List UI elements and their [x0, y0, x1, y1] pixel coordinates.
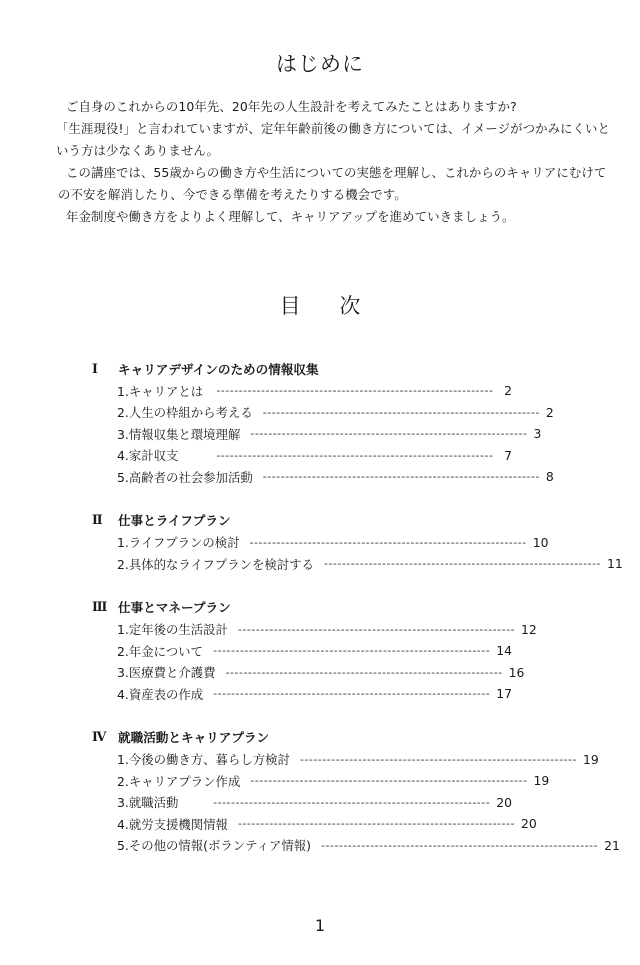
toc-entry[interactable] [92, 466, 554, 488]
toc-entry-label: 5.その他の情報(ボランティア情報) [117, 838, 311, 854]
section-title: 仕事とライフプラン [118, 513, 231, 528]
toc-entry-label: 2.人生の枠組から考える [117, 405, 253, 421]
toc-entry-page: 12 [521, 621, 537, 637]
toc-entry-label: 3.就職活動 [117, 795, 179, 811]
toc-entry-label: 1.今後の働き方、暮らし方検討 [117, 752, 290, 768]
page-title: はじめに [276, 52, 364, 76]
toc-section-1 [92, 356, 554, 488]
section-numeral: Ⅲ [92, 599, 108, 614]
toc-entry[interactable] [92, 792, 512, 814]
section-title: 就職活動とキャリアプラン [118, 730, 270, 745]
toc-entry-page: 11 [607, 556, 623, 572]
toc-entry-page: 21 [604, 837, 620, 853]
toc-title: 目 次 [279, 294, 377, 318]
toc-entry-page: 2 [504, 383, 512, 399]
toc-entry-page: 14 [496, 643, 512, 659]
toc-entry-page: 20 [496, 794, 512, 810]
leader-dots: -------------------------------------------------------------- [249, 535, 527, 549]
toc-entry[interactable] [92, 380, 512, 402]
leader-dots: -------------------------------------------------------------- [213, 687, 491, 701]
section-heading [92, 508, 512, 532]
toc-section-4 [92, 725, 620, 857]
leader-dots: -------------------------------------------------------------- [213, 644, 491, 658]
section-numeral: Ⅱ [92, 512, 103, 527]
intro-paragraph-3: この講座では、55歳からの働き方や生活についての実態を理解し、これからのキャリアにむけての不安を解消したり、今できる準備を考えたりする機会です。 [58, 165, 607, 202]
toc-entry[interactable] [92, 619, 537, 641]
toc-entry-label: 2.具体的なライフプランを検討する [117, 556, 314, 572]
toc-entry-label: 2.年金について [117, 643, 203, 659]
toc-entry-page: 3 [533, 426, 542, 442]
toc-entry[interactable] [92, 770, 550, 792]
toc-entry[interactable] [92, 835, 620, 857]
leader-dots: -------------------------------------------------------------- [213, 795, 491, 809]
leader-dots: -------------------------------------------------------------- [225, 665, 503, 679]
toc-entry-label: 1.キャリアとは [117, 383, 204, 399]
toc-entry-page: 17 [496, 686, 513, 702]
toc-entry-page: 8 [545, 469, 554, 485]
toc-entry-label: 4.就労支援機関情報 [117, 816, 228, 832]
leader-dots: -------------------------------------------------------------- [262, 470, 540, 484]
intro-text [58, 96, 618, 228]
toc-entry-page: 16 [508, 664, 525, 680]
leader-dots: -------------------------------------------------------------- [216, 448, 494, 462]
toc-entry-label: 1.ライフプランの検討 [117, 535, 240, 551]
toc-entry-label: 5.高齢者の社会参加活動 [117, 469, 253, 485]
leader-dots: -------------------------------------------------------------- [323, 557, 602, 571]
leader-dots: -------------------------------------------------------------- [237, 622, 516, 636]
section-numeral: Ⅳ [92, 729, 107, 744]
toc-entry[interactable] [92, 532, 549, 554]
toc-entry-page: 20 [521, 816, 537, 832]
intro-paragraph-4: 年金制度や働き方をよりよく理解して、キャリアアップを進めていきましょう。 [66, 209, 515, 224]
toc-entry[interactable] [92, 749, 599, 771]
toc-entry-label: 1.定年後の生活設計 [117, 622, 228, 638]
toc-entry-page: 19 [533, 773, 550, 789]
section-heading [92, 356, 512, 380]
leader-dots: -------------------------------------------------------------- [250, 774, 528, 788]
toc-entry-label: 2.キャリアプラン作成 [117, 773, 241, 789]
toc-entry[interactable] [92, 662, 525, 684]
intro-paragraph-1: ご自身のこれからの10年先、20年先の人生設計を考えてみたことはありますか? [66, 99, 517, 114]
toc-entry[interactable] [92, 640, 512, 662]
toc-entry-label: 4.資産表の作成 [117, 686, 204, 702]
leader-dots: -------------------------------------------------------------- [299, 752, 577, 766]
section-heading [92, 725, 512, 749]
leader-dots: -------------------------------------------------------------- [262, 405, 540, 419]
leader-dots: -------------------------------------------------------------- [237, 817, 516, 831]
leader-dots: -------------------------------------------------------------- [216, 384, 494, 398]
toc-entry[interactable] [92, 402, 554, 424]
toc-entry[interactable] [92, 553, 623, 575]
toc-entry-label: 4.家計収支 [117, 448, 179, 464]
section-title: キャリアデザインのための情報収集 [118, 361, 319, 377]
page-number: 1 [314, 916, 326, 935]
intro-paragraph-2: 「生涯現役!」と言われていますが、定年年齢前後の働き方については、イメージがつかみにくいという方は少なくありません。 [56, 121, 611, 158]
toc-entry[interactable] [92, 423, 542, 445]
toc-section-3 [92, 595, 537, 705]
toc-entry[interactable] [92, 813, 537, 835]
section-numeral: Ⅰ [92, 360, 98, 376]
toc-entry-page: 10 [532, 534, 549, 550]
leader-dots: -------------------------------------------------------------- [250, 427, 528, 441]
table-of-contents [92, 356, 623, 876]
toc-entry[interactable] [92, 445, 512, 467]
leader-dots: -------------------------------------------------------------- [320, 838, 599, 852]
toc-section-2 [92, 508, 623, 575]
section-title: 仕事とマネープラン [118, 600, 231, 615]
toc-entry-label: 3.医療費と介護費 [117, 665, 216, 681]
toc-entry-page: 19 [583, 751, 599, 767]
toc-entry-label: 3.情報収集と環境理解 [117, 426, 241, 442]
section-heading [92, 595, 512, 619]
toc-entry[interactable] [92, 683, 512, 705]
toc-entry-page: 7 [504, 447, 512, 463]
toc-entry-page: 2 [545, 404, 554, 420]
